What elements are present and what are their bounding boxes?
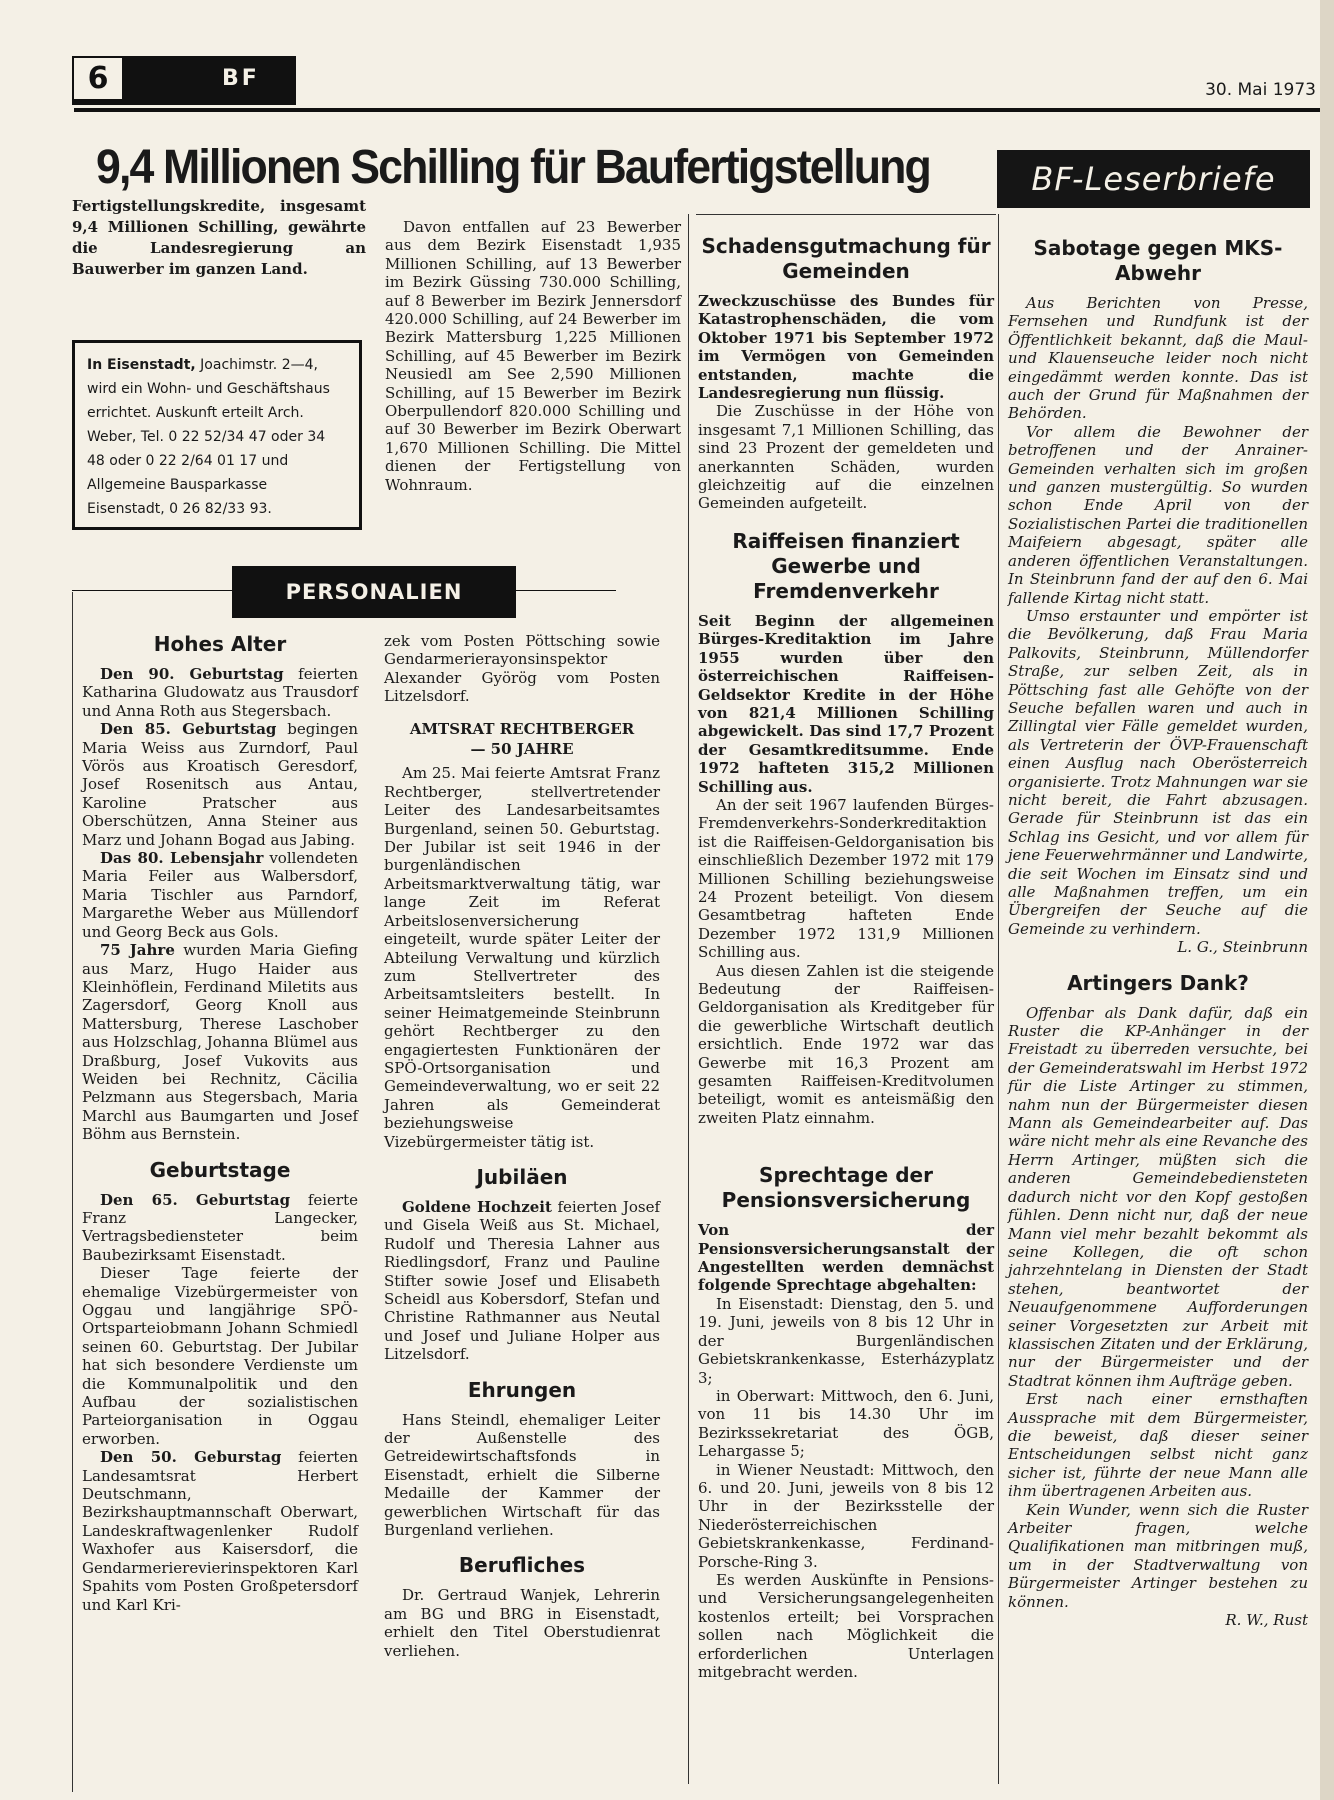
housing-ad-box — [72, 340, 362, 530]
sabotage-p2: Vor allem die Bewohner der betroffenen und der Anrainer-Gemeinden verhalten sich im großen und ganzen mustergültig. So wurden schon Ende April von der Sozialistischen Partei die traditionellen Maifeiern abgesagt, später alle anderen öffentlichen Veranstaltungen. In Steinbrunn fand der auf den 6. Mai fallende Kirtag nicht statt. — [1008, 422, 1308, 607]
geburtstag-50-cont: zek vom Posten Pöttsching sowie Gendarmerierayonsinspektor Alexander Györög vom Posten Litzelsdorf. — [384, 632, 660, 706]
amtsrat-title-1: AMTSRAT RECHTBERGER — [409, 719, 635, 738]
baufertig-body: Davon entfallen auf 23 Bewerber aus dem Bezirk Eisenstadt 1,935 Millionen Schilling, auf 13 Bewerber im Bezirk Güssing 730.000 Schilling, auf 8 Bewerber im Bezirk Jennersdorf 420.000 Schilling, auf 24 Bewerber im Bezirk Mattersburg 1,225 Millionen Schilling, auf 45 Bewerber im Bezirk Neusiedl am See 2,590 Millionen Schilling, auf 15 Bewerber im Bezirk Oberpullendorf 820.000 Schilling und auf 30 Bewerber im Bezirk Oberwart 1,670 Millionen Schilling. Die Mittel dienen der Fertigstellung von Wohnraum. — [385, 218, 681, 494]
amtsrat-title-2: — 50 JAHRE — [470, 740, 574, 759]
ad-place: In Eisenstadt, — [87, 357, 196, 373]
baufertig-lead: Fertigstellungskredite, insgesamt 9,4 Millionen Schilling, gewährte die Landesregierung an Bauwerber im ganzen Land. — [72, 197, 366, 278]
artinger-p3: Kein Wunder, wenn sich die Ruster Arbeiter fragen, welche Qualifikationen man mitbringen muß, um in der Stadtverwaltung von Bürgermeister Artinger bestehen zu können. — [1008, 1500, 1308, 1611]
hohes-alter-75-lead: 75 Jahre — [100, 941, 175, 960]
page-number: 6 — [74, 58, 122, 99]
artinger-p1: Offenbar als Dank dafür, daß ein Ruster die KP-Anhänger in der Freistadt zu überreden versuchte, bei der Gemeinderatswahl im Herbst 1972 für die Liste Artinger zu stimmen, nahm nun der Bürgermeister diesen Mann als Gemeindearbeiter auf. Das wäre nicht mehr als eine Revanche des Herrn Artinger, müßten sich die anderen Gemeindebediensteten dadurch nicht vor den Kopf gestoßen fühlen. Denn nicht nur, daß der neue Mann viel mehr bezahlt bekommt als seine Kollegen, die oft schon jahrzehntelang in Diensten der Stadt stehen, beantwortet der Neuaufgenommene Aufforderungen seiner Vorgesetzten zur Arbeit mit klassischen Zitaten und der Erklärung, nur der Bürgermeister und der Stadtrat können ihm Aufträge geben. — [1008, 1003, 1308, 1390]
hohes-alter-90: feierten Katharina Gludowatz aus Trausdorf und Anna Roth aus Stegersbach. — [82, 665, 358, 720]
geburtstage-title: Geburtstage — [149, 1157, 291, 1182]
amtsrat-body: Am 25. Mai feierte Amtsrat Franz Rechtberger, stellvertretender Leiter des Landesarbeitsamtes Burgenland, seinen 50. Geburtstag. Der Jubilar ist seit 1946 in der burgenländischen Arbeitsmarktverwaltung tätig, war lange Zeit im Referat Arbeitslosenversicherung eingeteilt, wurde später Leiter der Abteilung Verwaltung und kürzlich zum Stellvertreter des Arbeitsamtsleiters bestellt. In seiner Heimatgemeinde Steinbrunn gehört Rechtberger zu den engagiertesten Funktionären der SPÖ-Ortsorganisation und Gemeindeverwaltung, wo er seit 22 Jahren als Gemeinderat beziehungsweise Vizebürgermeister tätig ist. — [384, 764, 660, 1151]
geburtstag-60: Dieser Tage feierte der ehemalige Vizebürgermeister von Oggau und langjährige SPÖ-Ortsparteiobmann Johann Schmiedl seinen 60. Geburtstag. Der Jubilar hat sich besondere Verdienste um die Kommunalpolitik und den Aufbau der sozialistischen Parteiorganisation in Oggau erworben. — [82, 1264, 358, 1448]
personalien-col-b — [384, 632, 660, 1660]
col3-top-rule — [696, 214, 996, 215]
personalien-left-rule — [72, 592, 73, 1792]
personalien-banner: PERSONALIEN — [232, 566, 516, 618]
sabotage-title: Sabotage gegen MKS-Abwehr — [1033, 236, 1283, 285]
schadensgut-title: Schadensgutmachung für Gemeinden — [701, 234, 991, 283]
leserbriefe-label: BF-Leserbriefe — [997, 150, 1310, 208]
artinger-title: Artingers Dank? — [1067, 970, 1249, 995]
artinger-signature: R. W., Rust — [1225, 1611, 1308, 1630]
geburtstag-50: feierten Landesamtsrat Herbert Deutschmann, Bezirkshauptmannschaft Oberwart, Landeskraftwagenlenker Rudolf Waxhofer aus Kaisersdorf, die Gendarmerierevierinspektoren Karl Spahits vom Posten Großpetersdorf und Karl Kri- — [82, 1448, 358, 1614]
raiffeisen-lead: Seit Beginn der allgemeinen Bürges-Kreditaktion im Jahre 1955 wurden über den österreichischen Raiffeisen-Geldsektor Kredite in der Höhe von 821,4 Millionen Schilling abgewickelt. Das sind 17,7 Prozent der Gesamtkreditsumme. Ende 1972 hafteten 315,2 Millionen Schilling aus. — [698, 611, 994, 796]
berufliches-body: Dr. Gertraud Wanjek, Lehrerin am BG und BRG in Eisenstadt, erhielt den Titel Oberstudienrat verliehen. — [384, 1586, 660, 1660]
schadensgut-body: Die Zuschüsse in der Höhe von insgesamt 7,1 Millionen Schilling, das sind 23 Prozent der gemeldeten und anerkannten Schäden, wurden gleichzeitig auf die einzelnen Gemeinden aufgeteilt. — [698, 402, 994, 513]
ehrungen-title: Ehrungen — [467, 1377, 577, 1402]
sabotage-p3: Umso erstaunter und empörter ist die Bevölkerung, daß Frau Maria Palkovits, Steinbrunn, Müllendorfer Straße, zur selben Zeit, als in Pöttsching fast alle Gehöfte von der Seuche befallen waren und auch in Zillingtal vier Fälle gemeldet wurden, als Vertreterin der ÖVP-Frauenschaft einen Ausflug nach Oberösterreich organisierte. Trotz Mahnungen war sie nicht bereit, die Fahrt abzusagen. Gerade für Steinbrunn ist das ein Schlag ins Gesicht, und vor allem für jene Feuerwehrmänner und Landwirte, die seit Wochen im Einsatz sind und alle Maßnahmen treffen, um ein Übergreifen der Seuche auf die Gemeinde zu verhindern. — [1008, 606, 1308, 938]
masthead-rule — [74, 108, 1320, 112]
hohes-alter-80-lead: Das 80. Lebensjahr — [100, 849, 264, 868]
baufertig-body-block — [385, 218, 681, 494]
jubilaeen-lead: Goldene Hochzeit — [402, 1197, 552, 1216]
personalien-col-a — [82, 632, 358, 1614]
jubilaeen-title: Jubiläen — [476, 1164, 568, 1189]
sprechtage-p1: In Eisenstadt: Dienstag, den 5. und 19. Juni, jeweils von 8 bis 12 Uhr in der Burgenländischen Gebietskrankenkasse, Esterházyplatz 3; — [698, 1294, 994, 1387]
col4 — [1008, 236, 1308, 1629]
sprechtage-p2: in Oberwart: Mittwoch, den 6. Juni, von 11 bis 14.30 Uhr im Bezirkssekretariat des ÖGB, Lehargasse 5; — [698, 1386, 994, 1461]
raiffeisen-title: Raiffeisen finanziert Gewerbe und Fremdenverkehr — [732, 528, 960, 603]
hohes-alter-90-lead: Den 90. Geburtstag — [100, 665, 284, 683]
sprechtage-lead: Von der Pensionsversicherungsanstalt der Angestellten werden demnächst folgende Sprechtage abgehalten: — [698, 1221, 994, 1295]
hohes-alter-title: Hohes Alter — [153, 632, 287, 656]
page-edge — [1320, 0, 1334, 1800]
issue-date: 30. Mai 1973 — [1205, 80, 1316, 100]
hohes-alter-80: vollendeten Maria Feiler aus Walbersdorf, Maria Tischler aus Parndorf, Margarethe Weber aus Müllendorf und Georg Beck aus Gols. — [82, 849, 358, 941]
hohes-alter-85-lead: Den 85. Geburtstag — [100, 720, 277, 739]
section-label: BF — [222, 66, 260, 91]
artinger-p2: Erst nach einer ernsthaften Aussprache mit dem Bürgermeister, die beweist, daß dieser seiner Entscheidungen selbst nicht ganz sicher ist, führte der neue Mann alle ihm übertragenen Arbeiten aus. — [1008, 1390, 1308, 1501]
berufliches-title: Berufliches — [458, 1553, 586, 1578]
sabotage-signature: L. G., Steinbrunn — [1177, 938, 1308, 957]
sprechtage-p3: in Wiener Neustadt: Mittwoch, den 6. und 20. Juni, jeweils von 8 bis 12 Uhr in der Bezirksstelle der Niederösterreichischen Gebietskrankenkasse, Ferdinand-Porsche-Ring 3. — [698, 1460, 994, 1571]
col3 — [698, 234, 994, 1681]
col4-left-rule — [998, 214, 999, 1784]
main-headline: 9,4 Millionen Schilling für Baufertigstellung — [96, 141, 930, 194]
col3-left-rule — [688, 214, 689, 1784]
geburtstag-50-lead: Den 50. Geburstag — [100, 1448, 282, 1467]
raiffeisen-p2: Aus diesen Zahlen ist die steigende Bedeutung der Raiffeisen-Geldorganisation als Kreditgeber für die gewerbliche Wirtschaft deutlich ersichtlich. Ende 1972 war das Gewerbe mit 16,3 Prozent am gesamten Raiffeisen-Kreditvolumen beteiligt, womit es anteismäßig den zweiten Platz einnahm. — [698, 961, 994, 1127]
ehrungen-body: Hans Steindl, ehemaliger Leiter der Außenstelle des Getreidewirtschaftsfonds in Eisenstadt, erhielt die Silberne Medaille der Kammer der gewerblichen Wirtschaft für das Burgenland verliehen. — [384, 1410, 660, 1540]
sabotage-p1: Aus Berichten von Presse, Fernsehen und Rundfunk ist der Öffentlichkeit bekannt, daß die Maul- und Klauenseuche leider noch nicht eingedämmt werden konnte. Das ist auch der Grund für Maßnahmen der Behörden. — [1008, 294, 1308, 423]
raiffeisen-p1: An der seit 1967 laufenden Bürges-Fremdenverkehrs-Sonderkreditaktion ist die Raiffeisen-Geldorganisation bis einschließlich Dezember 1972 mit 179 Millionen Schilling beziehungsweise 24 Prozent beteiligt. Von diesem Gesamtbetrag hafteten Ende Dezember 1972 131,9 Millionen Schilling aus. — [698, 795, 994, 962]
hohes-alter-75: wurden Maria Giefing aus Marz, Hugo Haider aus Kleinhöflein, Ferdinand Miletits aus Zagersdorf, Georg Knoll aus Mattersburg, Therese Laschober aus Holzschlag, Johanna Blümel aus Draßburg, Josef Vukovits aus Weiden bei Rechnitz, Cäcilia Pelzmann aus Stegersbach, Maria Marchl aus Baumgarten und Josef Böhm aus Bernstein. — [82, 941, 358, 1144]
schadensgut-lead: Zweckzuschüsse des Bundes für Katastrophenschäden, die vom Oktober 1971 bis September 1972 im Vermögen von Gemeinden entstanden, machte die Landesregierung nun flüssig. — [698, 292, 994, 403]
sprechtage-title: Sprechtage der Pensionsversicherung — [721, 1163, 971, 1213]
geburtstag-65: feierte Franz Langecker, Vertragsbediensteter beim Baubezirksamt Eisenstadt. — [82, 1190, 358, 1264]
ad-text: Joachimstr. 2—4, wird ein Wohn- und Geschäftshaus errichtet. Auskunft erteilt Arch. Weber, Tel. 0 22 52/34 47 oder 34 48 oder 0 22 2/64 01 17 und Allgemeine Bausparkasse Eisenstadt, 0 26 82/33 93. — [87, 357, 330, 517]
hohes-alter-85: begingen Maria Weiss aus Zurndorf, Paul Vörös aus Kroatisch Geresdorf, Josef Rosenitsch aus Antau, Karoline Pratscher aus Oberschützen, Anna Steiner aus Marz und Johann Bogad aus Jabing. — [82, 720, 358, 849]
jubilaeen-body: feierten Josef und Gisela Weiß aus St. Michael, Rudolf und Theresia Lahner aus Riedlingsdorf, Franz und Pauline Stifter sowie Josef und Elisabeth Scheidl aus Kobersdorf, Stefan und Christine Rathmanner aus Neutal und Josef und Juliane Holper aus Litzelsdorf. — [384, 1197, 661, 1364]
geburtstag-65-lead: Den 65. Geburtstag — [100, 1190, 291, 1209]
sprechtage-p4: Es werden Auskünfte in Pensions- und Versicherungsangelegenheiten kostenlos erteilt; bei Vorsprachen sollen nach Möglichkeit die erforderlichen Unterlagen mitgebracht werden. — [698, 1570, 994, 1681]
